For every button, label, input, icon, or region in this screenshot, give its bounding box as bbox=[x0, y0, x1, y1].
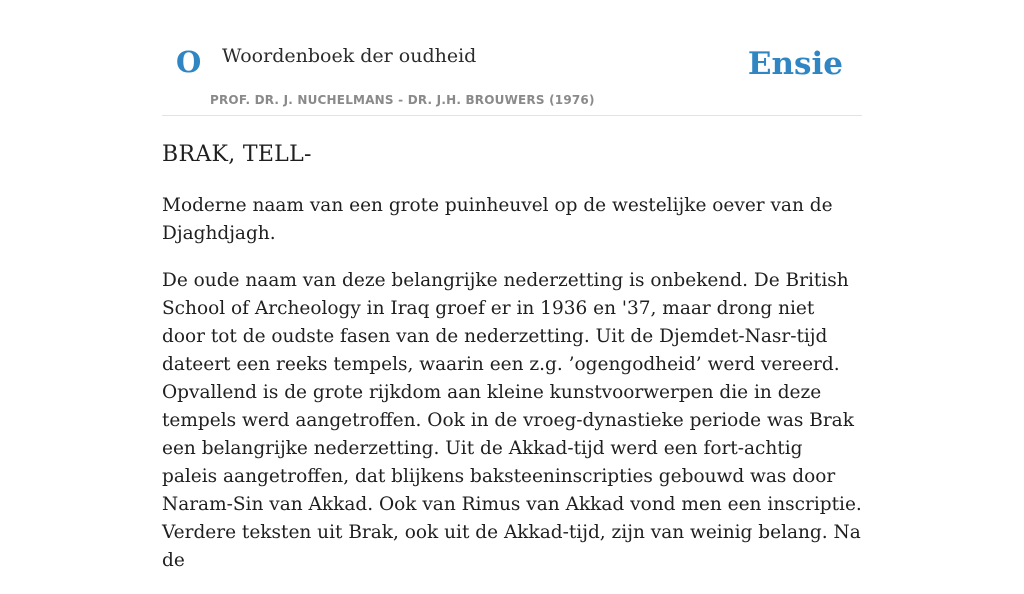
dictionary-header bbox=[162, 0, 862, 116]
ensie-logo[interactable]: Ensie bbox=[747, 46, 843, 82]
book-authors: PROF. DR. J. NUCHELMANS - DR. J.H. BROUWERS (1976) bbox=[210, 93, 595, 107]
entry-title: BRAK, TELL- bbox=[162, 142, 312, 167]
entry-content bbox=[162, 140, 862, 594]
entry-paragraph: Moderne naam van een grote puinheuvel op de westelijke oever van de Djaghdjagh. bbox=[162, 195, 833, 244]
book-title[interactable]: Woordenboek der oudheid bbox=[222, 45, 477, 67]
entry-paragraph: De oude naam van deze belangrijke nederzetting is onbekend. De British School of Archeology in Iraq groef er in 1936 en '37, maar drong niet door tot de oudste fasen van de nederzetting. Uit de Djemdet-Nasr-tijd dateert een reeks tempels, waarin een z.g. ’ogengodheid’ werd vereerd. Opvallend is de grote rijkdom aan kleine kunstvoorwerpen die in deze tempels werd aangetroffen. Ook in de vroeg-dynastieke periode was Brak een belangrijke nederzetting. Uit de Akkad-tijd werd een fort-achtig paleis aangetroffen, dat blijkens baksteeninscripties gebouwd was door Naram-Sin van Akkad. Ook van Rimus van Akkad vond men een inscriptie. Verdere teksten uit Brak, ook uit de Akkad-tijd, zijn van weinig belang. Na de bbox=[162, 270, 862, 571]
letter-index[interactable]: O bbox=[176, 45, 202, 79]
